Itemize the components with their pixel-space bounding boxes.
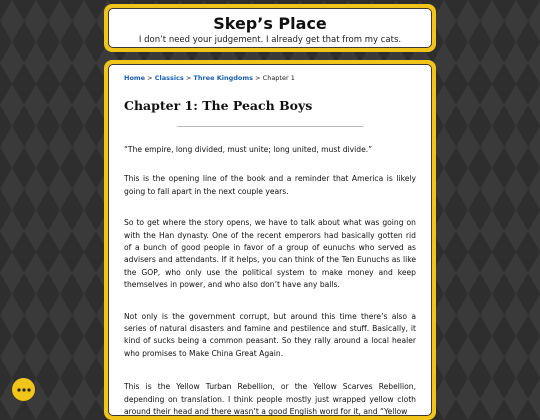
- article-paragraph-4: Not only is the government corrupt, but around this time there’s also a series of natural disasters and famine and pestilence and stuff. Basically, it kind of sucks being a common peasant. So they rally around a local healer who promises to Make China Great Again.: [124, 311, 416, 358]
- article-card: [108, 64, 432, 416]
- article-paragraph-5: This is the Yellow Turban Rebellion, or the Yellow Scarves Rebellion, depending on translation. I think people mostly just wrapped yellow cloth around their head and there wasn’t a good English word for it, and “Yellow: [124, 382, 416, 417]
- breadcrumb-three-kingdoms[interactable]: Three Kingdoms: [193, 74, 254, 82]
- article-paragraph-2: This is the opening line of the book and a reminder that America is likely going to fall apart in the next couple years.: [124, 174, 416, 196]
- article-paragraph-3: So to get where the story opens, we have to talk about what was going on with the Han dynasty. One of the recent emperors had basically gotten rid of a bunch of good people in favor of a group of eunuchs who served as advisers and attendants. If it helps, you can think of the Ten Eunuchs as like the GOP, who only use the political system to make money and keep themselves in power, and who also don’t have any balls.: [124, 218, 416, 290]
- site-header: [108, 8, 432, 48]
- breadcrumb-separator: >: [147, 74, 153, 82]
- breadcrumb-separator: >: [255, 74, 261, 82]
- menu-button[interactable]: [11, 377, 36, 402]
- header-frame: [104, 4, 436, 52]
- breadcrumb-home[interactable]: Home: [124, 74, 146, 82]
- content-frame: [104, 60, 436, 420]
- article-paragraph-1: “The empire, long divided, must unite; long united, must divide.”: [124, 145, 373, 154]
- breadcrumb-classics[interactable]: Classics: [154, 74, 184, 82]
- title-divider: [177, 126, 364, 127]
- site-title[interactable]: Skep’s Place: [213, 14, 327, 33]
- breadcrumb: [124, 73, 416, 83]
- more-dots-icon: [17, 388, 31, 392]
- chapter-title: Chapter 1: The Peach Boys: [124, 98, 313, 113]
- breadcrumb-separator: >: [185, 74, 192, 82]
- site-tagline: I don’t need your judgement. I already get that from my cats.: [138, 35, 402, 45]
- breadcrumb-current: Chapter 1: [262, 74, 295, 82]
